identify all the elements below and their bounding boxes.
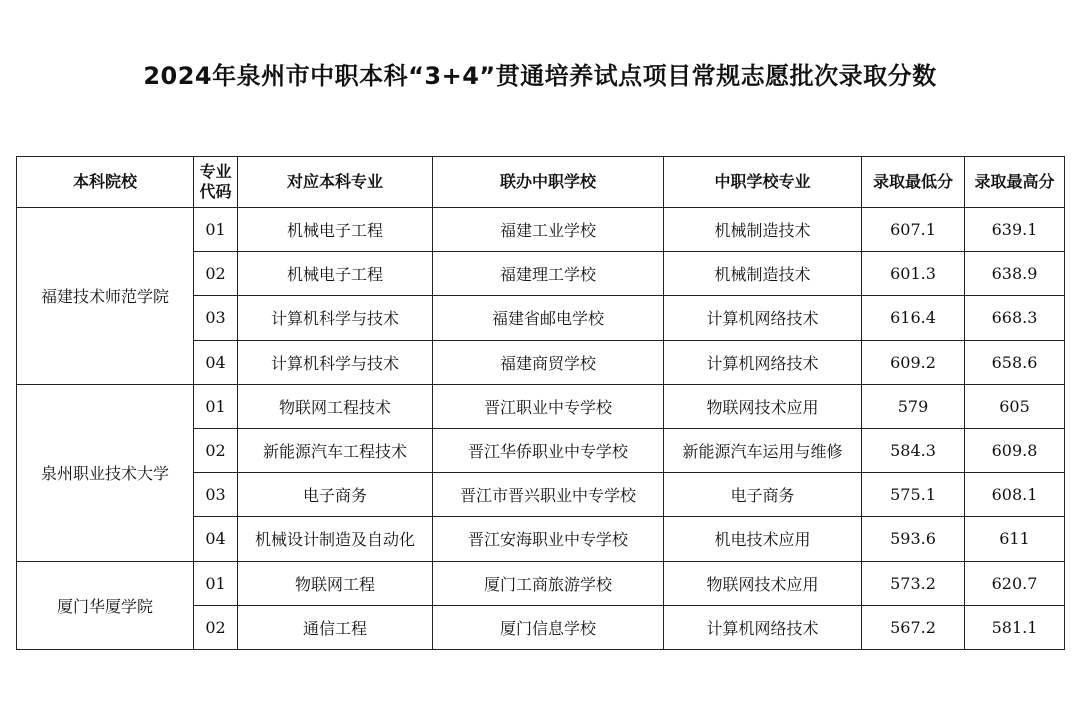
min-score-cell: 579: [862, 384, 965, 428]
undergrad-major-cell: 机械设计制造及自动化: [238, 517, 433, 561]
header-undergrad-major: 对应本科专业: [238, 157, 433, 208]
partner-school-cell: 福建工业学校: [433, 208, 664, 252]
undergrad-major-cell: 机械电子工程: [238, 252, 433, 296]
major-code-cell: 02: [194, 605, 238, 649]
min-score-cell: 584.3: [862, 428, 965, 472]
partner-school-cell: 福建商贸学校: [433, 340, 664, 384]
undergrad-major-cell: 物联网工程: [238, 561, 433, 605]
max-score-cell: 581.1: [965, 605, 1065, 649]
university-cell: 厦门华厦学院: [17, 561, 194, 649]
major-code-cell: 01: [194, 561, 238, 605]
max-score-cell: 668.3: [965, 296, 1065, 340]
max-score-cell: 611: [965, 517, 1065, 561]
max-score-cell: 609.8: [965, 428, 1065, 472]
min-score-cell: 609.2: [862, 340, 965, 384]
vocational-major-cell: 机电技术应用: [664, 517, 862, 561]
major-code-cell: 04: [194, 340, 238, 384]
min-score-cell: 575.1: [862, 473, 965, 517]
undergrad-major-cell: 通信工程: [238, 605, 433, 649]
min-score-cell: 573.2: [862, 561, 965, 605]
major-code-cell: 02: [194, 428, 238, 472]
header-min-score: 录取最低分: [862, 157, 965, 208]
table-row: [17, 561, 1065, 605]
vocational-major-cell: 机械制造技术: [664, 208, 862, 252]
vocational-major-cell: 物联网技术应用: [664, 561, 862, 605]
partner-school-cell: 晋江华侨职业中专学校: [433, 428, 664, 472]
min-score-cell: 593.6: [862, 517, 965, 561]
partner-school-cell: 福建理工学校: [433, 252, 664, 296]
vocational-major-cell: 电子商务: [664, 473, 862, 517]
undergrad-major-cell: 计算机科学与技术: [238, 340, 433, 384]
vocational-major-cell: 计算机网络技术: [664, 340, 862, 384]
major-code-cell: 01: [194, 208, 238, 252]
header-vocational-major: 中职学校专业: [664, 157, 862, 208]
table-row: [17, 384, 1065, 428]
table-row: [17, 208, 1065, 252]
vocational-major-cell: 机械制造技术: [664, 252, 862, 296]
header-max-score: 录取最高分: [965, 157, 1065, 208]
max-score-cell: 658.6: [965, 340, 1065, 384]
max-score-cell: 620.7: [965, 561, 1065, 605]
vocational-major-cell: 物联网技术应用: [664, 384, 862, 428]
vocational-major-cell: 新能源汽车运用与维修: [664, 428, 862, 472]
max-score-cell: 608.1: [965, 473, 1065, 517]
undergrad-major-cell: 计算机科学与技术: [238, 296, 433, 340]
min-score-cell: 601.3: [862, 252, 965, 296]
vocational-major-cell: 计算机网络技术: [664, 605, 862, 649]
admission-score-table: [16, 156, 1065, 650]
major-code-cell: 01: [194, 384, 238, 428]
major-code-cell: 02: [194, 252, 238, 296]
undergrad-major-cell: 新能源汽车工程技术: [238, 428, 433, 472]
vocational-major-cell: 计算机网络技术: [664, 296, 862, 340]
major-code-cell: 04: [194, 517, 238, 561]
partner-school-cell: 晋江市晋兴职业中专学校: [433, 473, 664, 517]
partner-school-cell: 福建省邮电学校: [433, 296, 664, 340]
university-cell: 福建技术师范学院: [17, 208, 194, 385]
partner-school-cell: 厦门工商旅游学校: [433, 561, 664, 605]
undergrad-major-cell: 物联网工程技术: [238, 384, 433, 428]
max-score-cell: 605: [965, 384, 1065, 428]
header-partner-school: 联办中职学校: [433, 157, 664, 208]
max-score-cell: 638.9: [965, 252, 1065, 296]
university-cell: 泉州职业技术大学: [17, 384, 194, 561]
min-score-cell: 607.1: [862, 208, 965, 252]
page-title: 2024年泉州市中职本科“3+4”贯通培养试点项目常规志愿批次录取分数: [143, 62, 937, 90]
partner-school-cell: 晋江职业中专学校: [433, 384, 664, 428]
undergrad-major-cell: 电子商务: [238, 473, 433, 517]
max-score-cell: 639.1: [965, 208, 1065, 252]
min-score-cell: 567.2: [862, 605, 965, 649]
partner-school-cell: 厦门信息学校: [433, 605, 664, 649]
table-header-row: [17, 157, 1065, 208]
major-code-cell: 03: [194, 473, 238, 517]
min-score-cell: 616.4: [862, 296, 965, 340]
header-major-code: 专业代码: [194, 157, 238, 208]
major-code-cell: 03: [194, 296, 238, 340]
header-university: 本科院校: [17, 157, 194, 208]
undergrad-major-cell: 机械电子工程: [238, 208, 433, 252]
partner-school-cell: 晋江安海职业中专学校: [433, 517, 664, 561]
